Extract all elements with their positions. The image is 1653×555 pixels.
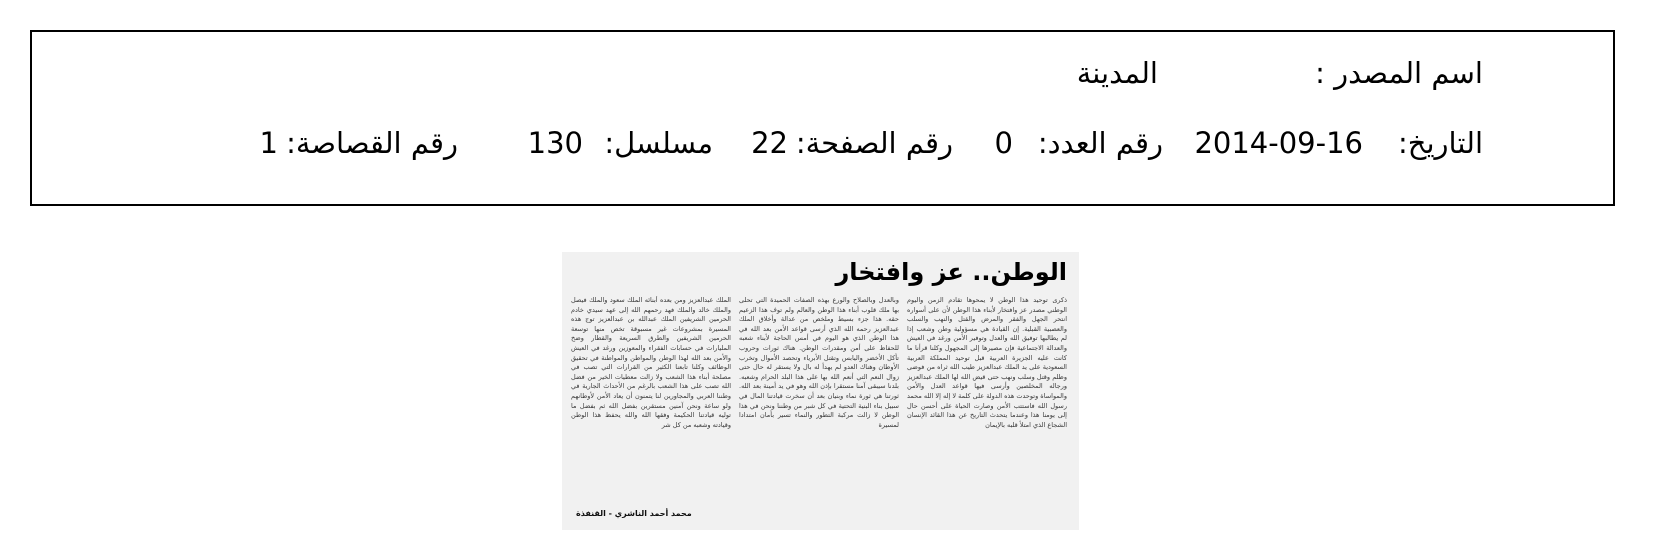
page-value: 22 [751,126,788,160]
issue-label: رقم العدد: [1037,126,1163,160]
newspaper-clipping [562,252,1079,530]
issue-value: 0 [994,126,1013,160]
column-2-text: وبالعدل وبالصلاح والورع بهذه الصفات الحميدة التي تحلى بها ملك قلوب أبناء هذا الوطن والعالم ولم توف هذا الزعيم حقه. هذا جزء بسيط وملخص من عدالة وأخلاق الملك عبدالعزيز رحمه الله الذي أرسى قواعد الأمن بعد الله في هذا الوطن الذي هو اليوم في أمس الحاجة لأبناء شعبه للحفاظ على أمن ومقدرات الوطن. هناك ثورات وحروب تأكل الأخضر واليابس وتقتل الأبرياء وتحصد الأموال وتخرب الأوطان وهناك العدو لم يهدأ له بال ولا يستقر له حال حتى زوال النعم التي أنعم الله بها على هذا البلد الحرام وشعبه. بلدنا سيبقى آمنا مستقرا بإذن الله وهو في يد أمينة بعد الله. ثورتنا هي ثورة نماء وبنيان بعد أن سخرت قيادتنا المال في سبيل بناء البنية التحتية في كل شبر من وطننا ونحن في هذا الوطن لا زالت مركبة التطور والنماء تسير بأمان امتدادا لمسيرة [739,296,899,429]
serial-value: 130 [527,126,583,160]
source-label: اسم المصدر : [1315,56,1483,90]
source-value: المدينة [1076,56,1158,90]
clip-label: رقم القصاصة: [286,126,458,160]
date-value: 2014-09-16 [1194,126,1363,160]
clip-value: 1 [259,126,278,160]
clipping-metadata-box [30,30,1615,206]
column-3-text: الملك عبدالعزيز ومن بعده أبنائه الملك سعود والملك فيصل والملك خالد والملك فهد رحمهم الله إلى عهد سيدي خادم الحرمين الشريفين الملك عبدالله بن عبدالعزيز توج هذه المسيرة بمشروعات غير مسبوقة تخص منها توسعة الحرمين الشريفين والطرق السريعة والقطار وضخ المليارات في حسابات الفقراء والمعوزين ورغد في العيش والأمن بعد الله لهذا الوطن والمواطن والمواطنة في تحقيق الوظائف وكلنا تابعنا الكثير من القرارات التي تصب في مصلحة أبناء هذا الشعب ولا زالت معطيات الخير من فضل الله تصب على هذا الشعب بالرغم من الأحداث الجارية في وطننا العربي والمجاورين لنا يتمنون أن يعاد الأمن لأوطانهم ولو ساعة ونحن آمنين مستقرين بفضل الله ثم بفضل ما توليه قيادتنا الحكيمة وفقها الله والله يحفظ هذا الوطن وقيادته وشعبه من كل شر [571,296,731,429]
column-1-text: ذكرى توحيد هذا الوطن لا يمحوها تقادم الزمن واليوم الوطني مصدر عز وافتخار لأبناء هذا الوطن لأن على أسواره انتحر الجهل والفقر والمرض والقتل والنهب والسلب والعصبية القبلية. إن القيادة هي مسؤولية وطن وشعب إذا لم يطالبها توفيق الله والعدل وتوفير الأمن ورغد في العيش والعدالة الاجتماعية فإن مصيرها إلى المجهول وكلنا قرأنا ما كانت عليه الجزيرة العربية قبل توحيد المملكة العربية السعودية على يد الملك عبدالعزيز طيب الله ثراه من فوضى وظلم وقتل وسلب ونهب حتى قيض الله لها الملك عبدالعزيز ورجاله المخلصين وأرسى فيها قواعد العدل والأمن والمواساة وتوحدت هذه الدولة على كلمة لا إله إلا الله محمد رسول الله فاستتب الأمن وصارت الحياة على أحسن حال إلى يومنا هذا وعندما يتحدث التاريخ عن هذا القائد الإنسان الشجاع الذي امتلأ قلبه بالإيمان [907,296,1067,429]
serial-label: مسلسل: [604,126,713,160]
article-signature: محمد أحمد الناشري - القنفذة [576,509,692,518]
article-column-2 [739,296,899,496]
article-column-1 [907,296,1067,496]
clipping-headline: الوطن.. عز وافتخار [835,258,1067,286]
date-label: التاريخ: [1397,126,1483,160]
article-column-3 [571,296,731,496]
page-label: رقم الصفحة: [795,126,953,160]
